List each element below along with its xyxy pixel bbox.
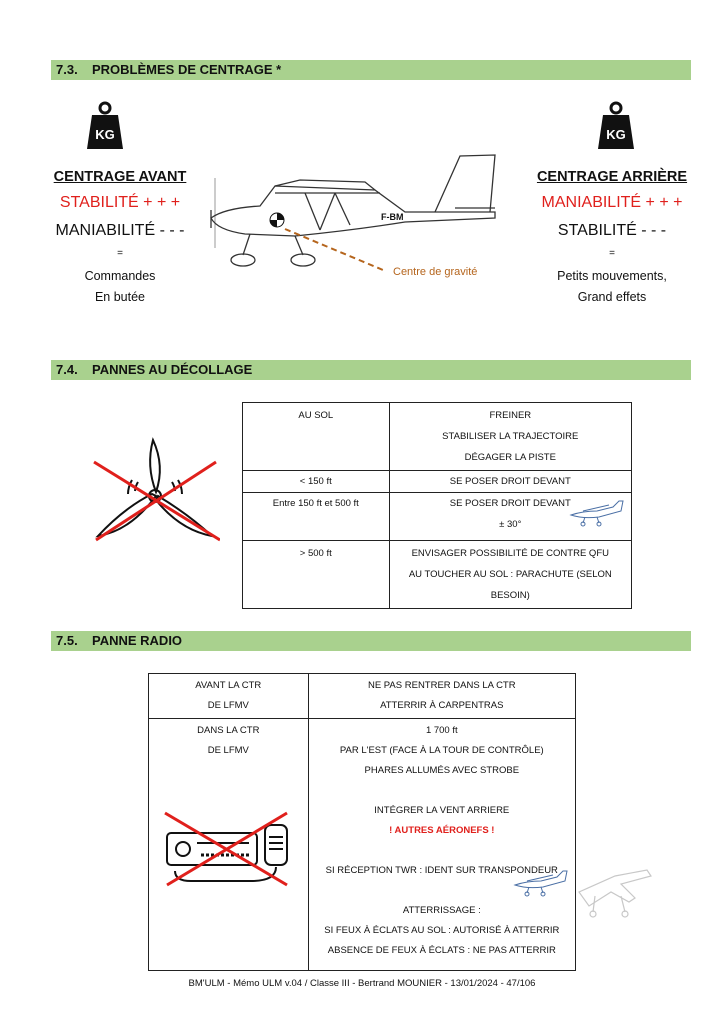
cell-text: ATTERRISSAGE : — [402, 905, 481, 916]
front-cg-line1: STABILITÉ + + + — [59, 194, 181, 211]
section-bar-7-4 — [51, 360, 691, 380]
rear-cg-line2: STABILITÉ - - - — [557, 222, 667, 239]
cell-text: Entre 150 ft et 500 ft — [272, 498, 359, 509]
condition-cell — [243, 471, 390, 493]
radio-failure-table — [148, 673, 576, 971]
condition-cell — [149, 719, 309, 971]
front-cg-desc2: En butée — [94, 290, 146, 304]
condition-cell — [243, 541, 390, 609]
small-airplane-icon — [513, 869, 569, 897]
cell-text: AU TOUCHER AU SOL : PARACHUTE (SELON BESOIN) — [408, 569, 612, 601]
table-row — [243, 541, 632, 609]
cell-text: SI RÉCEPTION TWR : IDENT SUR TRANSPONDEUR — [325, 865, 558, 876]
cell-text: DANS LA CTR — [197, 725, 260, 736]
cell-text: SE POSER DROIT DEVANT — [449, 498, 571, 509]
cell-text-warning: ! AUTRES AÉRONEFS ! — [389, 825, 495, 836]
weight-kg-icon-right — [596, 101, 636, 151]
cell-text: AU SOL — [298, 410, 334, 421]
condition-cell — [149, 674, 309, 719]
cell-text: > 500 ft — [299, 548, 332, 559]
condition-cell — [243, 403, 390, 471]
cell-text: ± 30° — [499, 519, 522, 530]
section-title: PANNE RADIO — [92, 633, 183, 648]
section-number: 7.3. — [56, 62, 78, 77]
cell-text: DE LFMV — [207, 700, 249, 711]
section-bar-7-3 — [51, 60, 691, 80]
cell-text: DÉGAGER LA PISTE — [464, 452, 556, 463]
action-cell — [389, 471, 631, 493]
cell-text: DE LFMV — [207, 745, 249, 756]
table-row — [149, 674, 576, 719]
table-row — [149, 719, 576, 971]
section-title: PANNES AU DÉCOLLAGE — [92, 362, 253, 377]
action-cell — [389, 493, 631, 541]
cell-text: ATTERRIR À CARPENTRAS — [380, 700, 504, 711]
condition-cell — [243, 493, 390, 541]
section-number: 7.4. — [56, 362, 78, 377]
airplane-cg-diagram — [205, 150, 500, 280]
weight-kg-icon-left — [85, 101, 125, 151]
cell-text: INTÉGRER LA VENT ARRIERE — [374, 805, 510, 816]
cell-text: ENVISAGER POSSIBILITÉ DE CONTRE QFU — [411, 548, 609, 559]
page-footer: BM'ULM - Mémo ULM v.04 / Classe III - Bertrand MOUNIER - 13/01/2024 - 47/106 — [188, 978, 536, 989]
action-cell — [389, 541, 631, 609]
cell-text: FREINER — [489, 410, 532, 421]
cell-text: SI FEUX À ÉCLATS AU SOL : AUTORISÉ À ATTERRIR — [324, 925, 560, 936]
cg-label: Centre de gravité — [393, 266, 478, 278]
small-airplane-icon — [569, 499, 625, 527]
propeller-crossed-icon — [90, 436, 220, 544]
front-cg-desc1: Commandes — [84, 269, 156, 283]
table-row — [243, 403, 632, 471]
takeoff-failure-table — [242, 402, 632, 609]
rear-cg-desc1: Petits mouvements, — [557, 269, 667, 283]
cell-text: AVANT LA CTR — [195, 680, 262, 691]
front-cg-eq: = — [117, 248, 123, 259]
radio-crossed-icon — [161, 809, 293, 889]
cell-text: < 150 ft — [299, 476, 332, 487]
cell-text: NE PAS RENTRER DANS LA CTR — [367, 680, 516, 691]
action-cell — [308, 719, 575, 971]
front-cg-title: CENTRAGE AVANT — [53, 169, 187, 185]
rear-cg-line1: MANIABILITÉ + + + — [541, 194, 683, 211]
rear-cg-title: CENTRAGE ARRIÈRE — [536, 169, 688, 185]
section-bar-7-5 — [51, 631, 691, 651]
action-cell — [308, 674, 575, 719]
table-row — [243, 471, 632, 493]
cell-text: SE POSER DROIT DEVANT — [449, 476, 571, 487]
weight-label: KG — [95, 127, 115, 142]
section-number: 7.5. — [56, 633, 78, 648]
airplane-sketch-icon — [575, 862, 655, 922]
front-cg-line2: MANIABILITÉ - - - — [55, 222, 185, 239]
weight-label: KG — [606, 127, 626, 142]
rear-cg-desc2: Grand effets — [577, 290, 647, 304]
cell-text: 1 700 ft — [425, 725, 458, 736]
cell-text: ABSENCE DE FEUX À ÉCLATS : NE PAS ATTERRIR — [327, 945, 556, 956]
action-cell — [389, 403, 631, 471]
cell-text: PHARES ALLUMÉS AVEC STROBE — [364, 765, 520, 776]
table-row — [243, 493, 632, 541]
cell-text: STABILISER LA TRAJECTOIRE — [442, 431, 579, 442]
rear-cg-eq: = — [609, 248, 615, 259]
cell-text: PAR L'EST (FACE À LA TOUR DE CONTRÔLE) — [339, 745, 544, 756]
section-title: PROBLÈMES DE CENTRAGE * — [92, 62, 282, 77]
plane-registration: F-BM — [381, 212, 404, 222]
